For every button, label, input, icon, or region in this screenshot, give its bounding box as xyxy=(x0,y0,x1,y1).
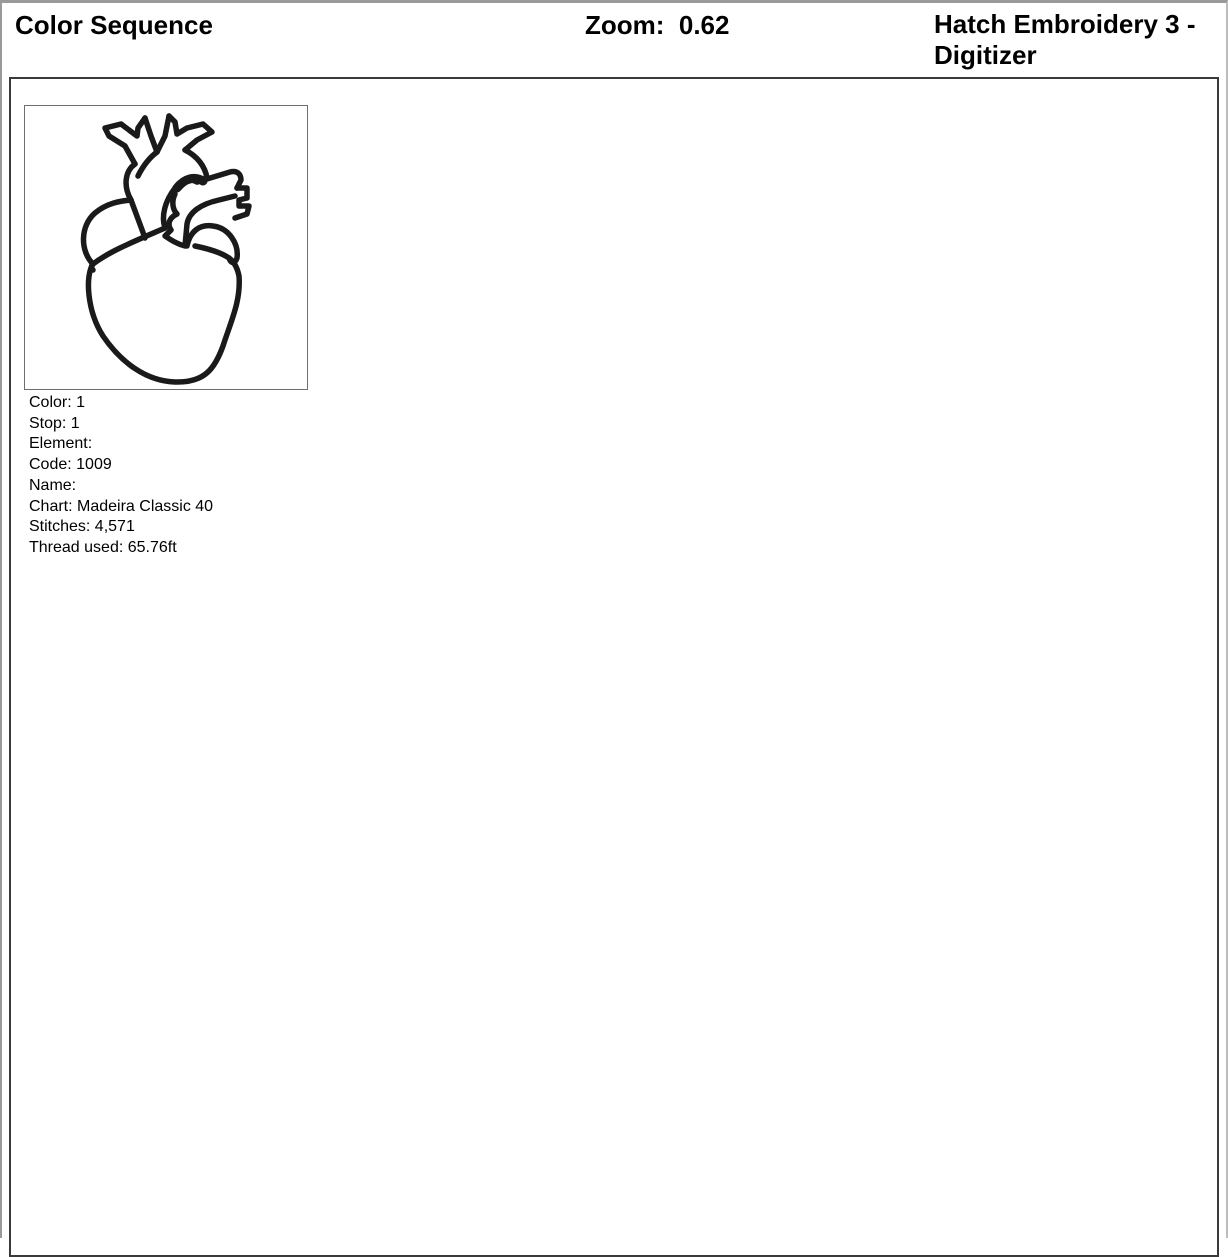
anatomical-heart-outline-icon xyxy=(25,106,309,391)
thread-info-list xyxy=(29,393,314,559)
element-name: Element: xyxy=(29,435,93,453)
zoom-level: Zoom: 0.62 xyxy=(585,10,730,40)
thread-code: Code: 1009 xyxy=(29,456,112,474)
page-title: Color Sequence xyxy=(15,10,213,40)
stitch-count: Stitches: 4,571 xyxy=(29,518,135,536)
thread-chart: Chart: Madeira Classic 40 xyxy=(29,497,214,515)
design-thumbnail xyxy=(24,105,308,390)
stop-number: Stop: 1 xyxy=(29,414,80,432)
app-name: Hatch Embroidery 3 - Digitizer xyxy=(934,9,1196,70)
color-number: Color: 1 xyxy=(29,394,86,411)
thread-used: Thread used: 65.76ft xyxy=(29,538,177,556)
color-sequence-item xyxy=(24,105,314,559)
thread-name: Name: xyxy=(29,476,77,494)
